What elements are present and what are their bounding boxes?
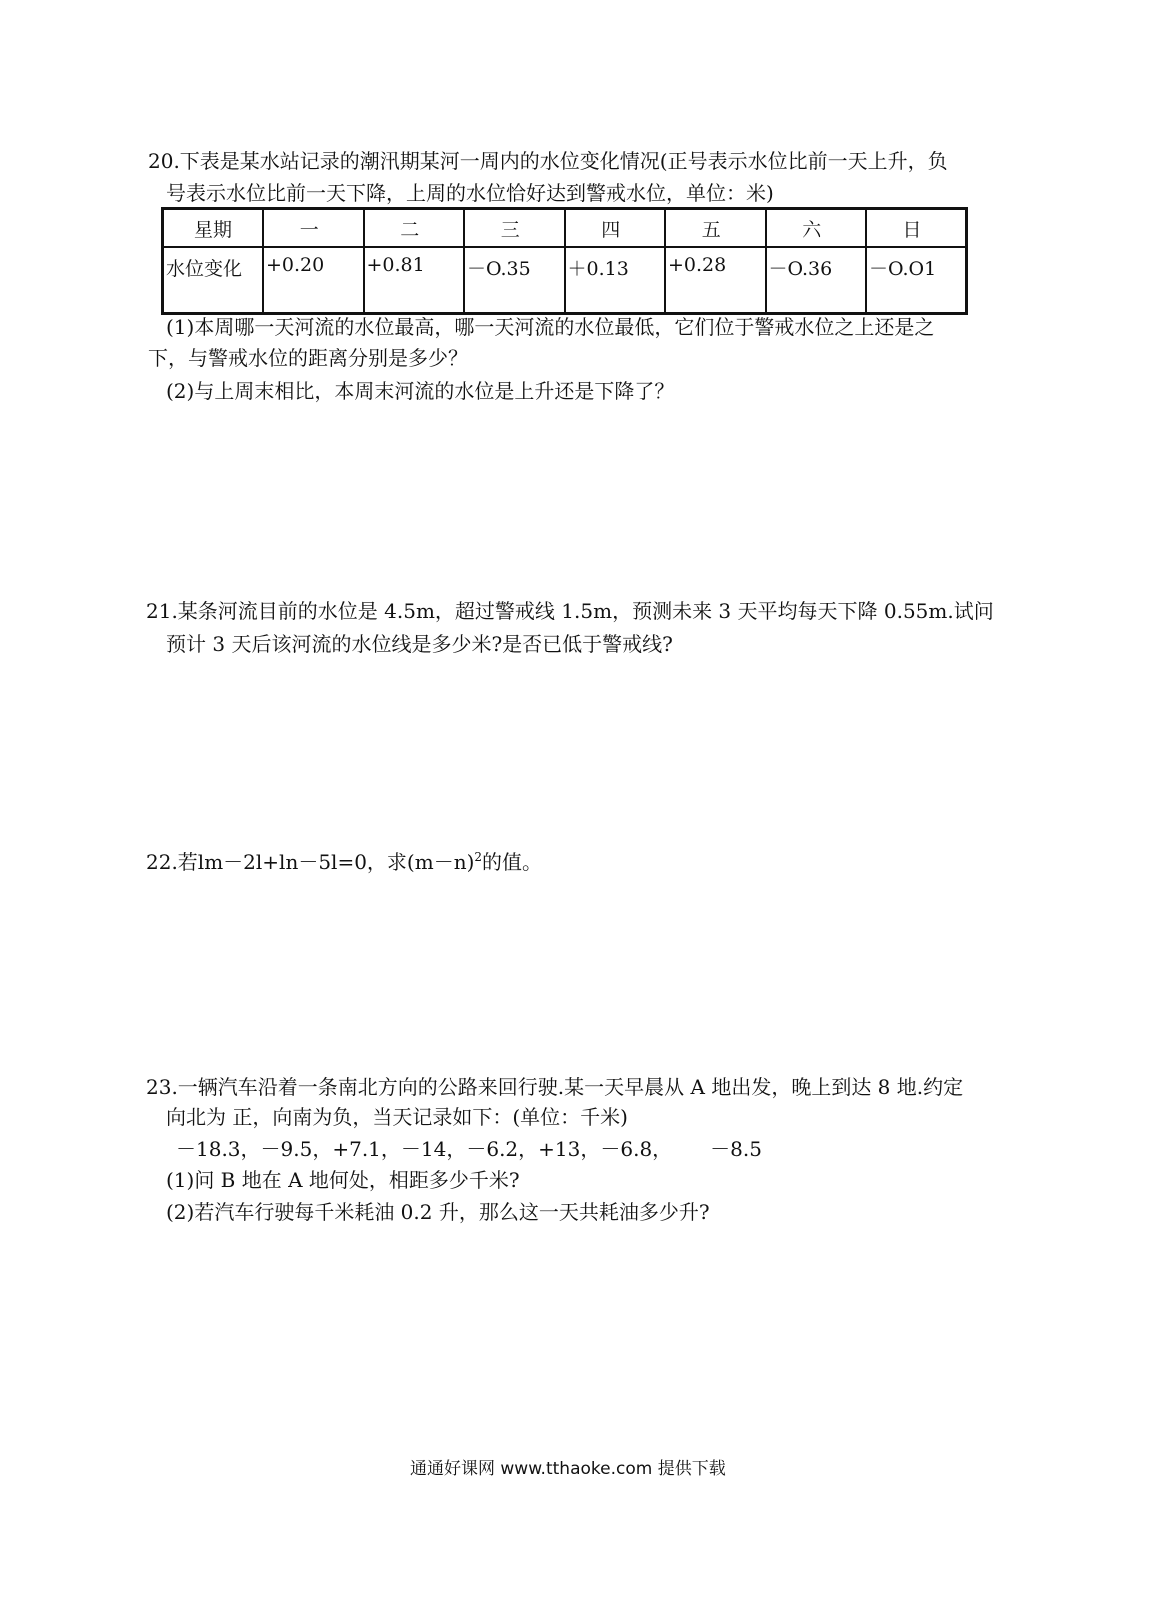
q22-exponent: 2 [474, 850, 483, 864]
water-level-table [161, 207, 968, 315]
q22-question [146, 849, 542, 875]
table-header-cell: 三 [464, 209, 565, 248]
table-cell: －O.36 [766, 247, 867, 314]
q23-text-line-1: 23.一辆汽车沿着一条南北方向的公路来回行驶.某一天早晨从 A 地出发，晚上到达 8 地.约定 [146, 1075, 964, 1099]
table-header-cell: 五 [665, 209, 766, 248]
table-row [163, 247, 967, 314]
q20-subquestion-1-line-1: (1)本周哪一天河流的水位最高，哪一天河流的水位最低，它们位于警戒水位之上还是之 [166, 315, 935, 339]
table-cell: －O.35 [464, 247, 565, 314]
table-cell: +0.20 [263, 247, 364, 314]
q22-text-after: 的值。 [482, 850, 543, 874]
table-header-cell: 二 [364, 209, 465, 248]
table-header-cell: 六 [766, 209, 867, 248]
q20-text-line-2: 号表示水位比前一天下降，上周的水位恰好达到警戒水位，单位：米) [166, 181, 774, 205]
table-cell: －O.O1 [866, 247, 967, 314]
q23-record-data [176, 1136, 762, 1162]
table-cell: ＋0.13 [565, 247, 666, 314]
q23-subquestion-1: (1)问 B 地在 A 地何处，相距多少千米? [166, 1168, 520, 1192]
q23-record-last-value: －8.5 [710, 1137, 762, 1161]
table-header-row [163, 209, 967, 248]
table-header-cell: 星期 [163, 209, 264, 248]
q20-text-line-1: 20.下表是某水站记录的潮汛期某河一周内的水位变化情况(正号表示水位比前一天上升，负 [148, 149, 948, 173]
table-cell: 水位变化 [163, 247, 264, 314]
q23-text-line-2: 向北为 正，向南为负，当天记录如下：(单位：千米) [166, 1105, 628, 1129]
q23-subquestion-2: (2)若汽车行驶每千米耗油 0.2 升，那么这一天共耗油多少升? [166, 1200, 710, 1224]
table-cell: +0.28 [665, 247, 766, 314]
q21-text-line-2: 预计 3 天后该河流的水位线是多少米?是否已低于警戒线? [166, 632, 673, 656]
table-cell: +0.81 [364, 247, 465, 314]
q20-subquestion-1-line-2: 下，与警戒水位的距离分别是多少？ [148, 346, 468, 370]
q23-record-values: －18.3，－9.5，+7.1，－14，－6.2，+13，－6.8， [176, 1137, 673, 1161]
q20-subquestion-2: (2)与上周末相比，本周末河流的水位是上升还是下降了？ [166, 379, 675, 403]
table-header-cell: 四 [565, 209, 666, 248]
table-header-cell: 一 [263, 209, 364, 248]
q22-text-before: 22.若lm－2l+ln－5l=0，求(m－n) [146, 850, 475, 874]
table-header-cell: 日 [866, 209, 967, 248]
q21-text-line-1: 21.某条河流目前的水位是 4.5m，超过警戒线 1.5m，预测未来 3 天平均每天下降 0.55m.试问 [146, 599, 994, 623]
footer-source-text: 通通好课网 www.tthaoke.com 提供下载 [410, 1459, 726, 1479]
